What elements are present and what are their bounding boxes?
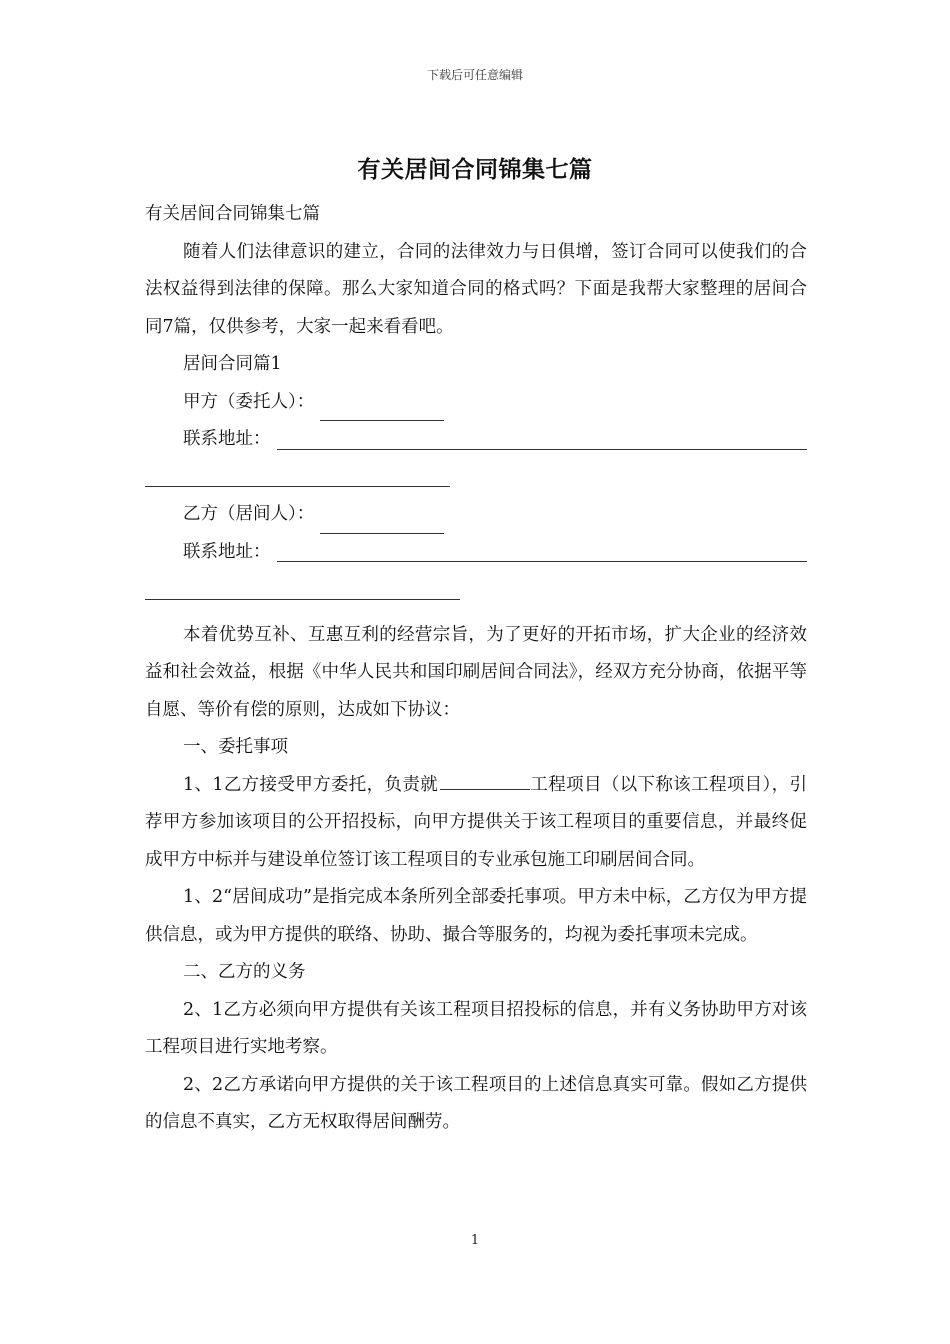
party-a-blank (320, 398, 444, 421)
intro-paragraph: 随着人们法律意识的建立，合同的法律效力与日俱增，签订合同可以使我们的合法权益得到法律的保障。那么大家知道合同的格式吗？下面是我帮大家整理的居间合同7篇，仅供参考，大家一起来看看吧。 (145, 241, 807, 337)
clause-2-1: 2、1乙方必须向甲方提供有关该工程项目招投标的信息，并有义务协助甲方对该工程项目进行实地考察。 (145, 999, 807, 1057)
contact-b-blank-2 (145, 599, 460, 600)
heading-entrusted-matters: 一、委托事项 (183, 737, 288, 757)
clause-1-1-rest: 工程项目（以下称该工程项目），引荐甲方参加该项目的公开招投标，向甲方提供关于该工程项目的重要信息，并最终促成甲方中标并与建设单位签订该工程项目的专业承包施工印刷居间合同。 (145, 774, 807, 870)
contact-b-continuation (145, 571, 807, 609)
party-b-label: 乙方（居间人）： (183, 504, 315, 524)
contact-a-continuation (145, 459, 807, 497)
clause-2-2: 2、2乙方承诺向甲方提供的关于该工程项目的上述信息真实可靠。假如乙方提供的信息不真实，乙方无权取得居间酬劳。 (145, 1074, 807, 1132)
clause-1-1 (145, 767, 807, 880)
contact-b-row (145, 534, 807, 572)
document-title: 有关居间合同锦集七篇 (357, 156, 593, 183)
document-body (145, 196, 807, 1142)
party-a-label: 甲方（委托人）： (183, 391, 315, 412)
party-a-row (145, 384, 807, 422)
page-number: 1 (470, 1233, 480, 1248)
party-b-row (145, 496, 807, 534)
header-note: 下载后可任意编辑 (426, 68, 523, 82)
document-subtitle: 有关居间合同锦集七篇 (145, 204, 320, 224)
project-name-blank (440, 767, 530, 790)
contact-a-blank (277, 449, 808, 450)
contact-a-blank-2 (145, 486, 450, 487)
contact-a-label: 联系地址： (183, 429, 271, 449)
clause-1-1-start: 1、1乙方接受甲方委托，负责就 (183, 774, 439, 795)
heading-party-b-duties: 二、乙方的义务 (183, 962, 306, 982)
contact-b-label: 联系地址： (183, 541, 271, 562)
clause-1-2: 1、2“居间成功”是指完成本条所列全部委托事项。甲方未中标，乙方仅为甲方提供信息，或为甲方提供的联络、协助、撮合等服务的，均视为委托事项未完成。 (145, 887, 807, 945)
party-b-blank (320, 511, 444, 534)
contact-b-blank (277, 561, 808, 562)
section-title: 居间合同篇1 (183, 354, 282, 374)
preamble-paragraph: 本着优势互补、互惠互利的经营宗旨，为了更好的开拓市场，扩大企业的经济效益和社会效益，根据《中华人民共和国印刷居间合同法》，经双方充分协商，依据平等自愿、等价有偿的原则，达成如下协议： (145, 624, 807, 720)
contact-a-row (145, 421, 807, 459)
